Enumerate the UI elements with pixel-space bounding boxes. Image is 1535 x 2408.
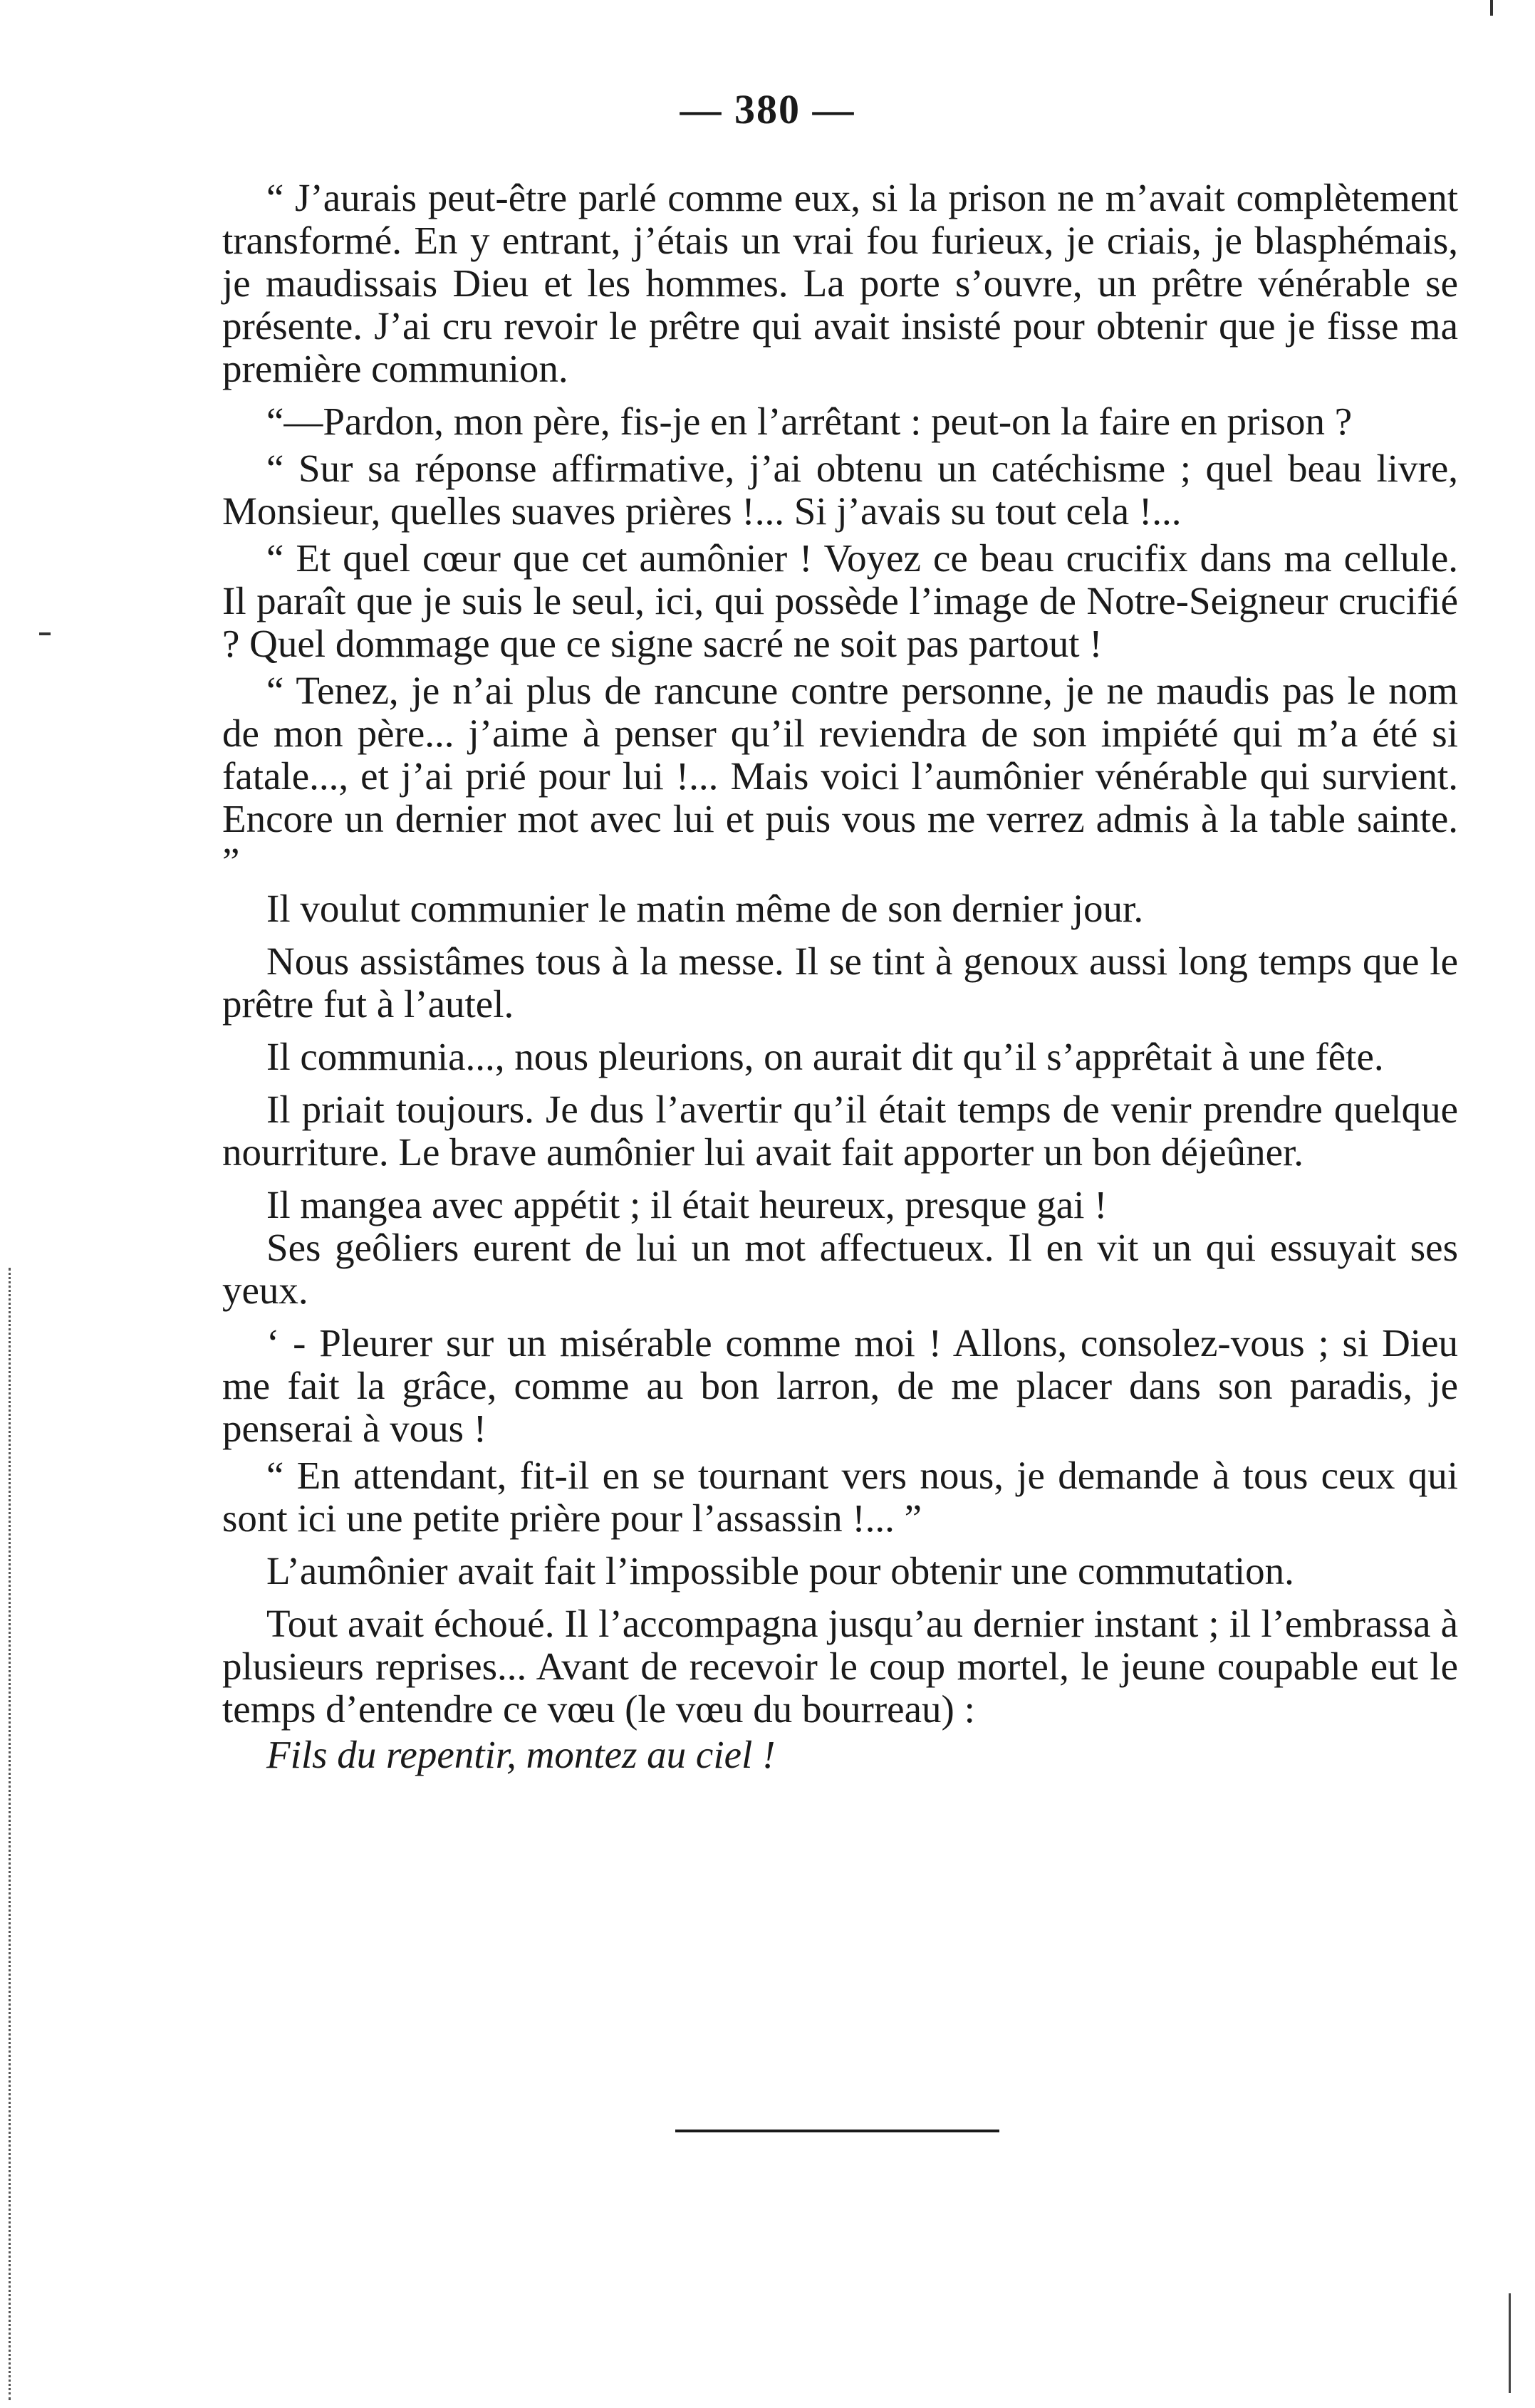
paragraph: L’aumônier avait fait l’impossible pour obtenir une commutation.	[266, 1549, 1294, 1593]
body-text	[222, 177, 1458, 1781]
paragraph: “ Et quel cœur que cet aumônier ! Voyez ce beau crucifix dans ma cellule. Il paraît que je suis le seul, ici, qui possède l’image de Notre-Seigneur crucifié ? Quel dommage que ce signe sacré ne soit pas partout !	[222, 536, 1458, 665]
paragraph: Il voulut communier le matin même de son dernier jour.	[266, 887, 1144, 930]
paragraph: “ J’aurais peut-être parlé comme eux, si la prison ne m’avait complètement transformé. En y entrant, j’étais un vrai fou furieux, je criais, je blasphémais, je maudissais Dieu et les hommes. La porte s’ouvre, un prêtre vénérable se présente. J’ai cru revoir le prêtre qui avait insisté pour obtenir que je fisse ma première communion.	[222, 176, 1458, 390]
scan-left-edge	[9, 1268, 11, 2400]
paragraph: Tout avait échoué. Il l’accompagna jusqu’au dernier instant ; il l’embrassa à plusieurs reprises... Avant de recevoir le coup mortel, le jeune coupable eut le temps d’entendre ce vœu (le vœu du bourreau) :	[222, 1602, 1458, 1731]
paragraph: Ses geôliers eurent de lui un mot affectueux. Il en vit un qui essuyait ses yeux.	[222, 1226, 1458, 1312]
paragraph: Nous assistâmes tous à la messe. Il se tint à genoux aussi long temps que le prêtre fut à l’autel.	[222, 939, 1458, 1026]
paragraph: Il mangea avec appétit ; il était heureux, presque gai !	[266, 1183, 1108, 1226]
paragraph: Il priait toujours. Je dus l’avertir qu’il était temps de venir prendre quelque nourriture. Le brave aumônier lui avait fait apporter un bon déjeûner.	[222, 1088, 1458, 1174]
section-end-rule	[675, 2130, 999, 2132]
paragraph: ‘ - Pleurer sur un misérable comme moi ! Allons, consolez-vous ; si Dieu me fait la grâce, comme au bon larron, de me placer dans son paradis, je penserai à vous !	[222, 1321, 1458, 1450]
paragraph: Il communia..., nous pleurions, on aurait dit qu’il s’apprêtait à une fête.	[266, 1035, 1384, 1078]
closing-line: Fils du repentir, montez au ciel !	[266, 1733, 776, 1776]
margin-dash-mark	[39, 632, 51, 635]
paragraph: “ Tenez, je n’ai plus de rancune contre personne, je ne maudis pas le nom de mon père... j’aime à penser qu’il reviendra de son impiété qui m’a été si fatale..., et j’ai prié pour lui !... Mais voici l’aumônier vénérable qui survient. Encore un dernier mot avec lui et puis vous me verrez admis à la table sainte. ”	[222, 669, 1458, 883]
paragraph: “ En attendant, fit-il en se tournant vers nous, je demande à tous ceux qui sont ici une petite prière pour l’assassin !... ”	[222, 1454, 1458, 1540]
scan-right-edge	[1509, 2293, 1511, 2393]
paragraph: “ Sur sa réponse affirmative, j’ai obtenu un catéchisme ; quel beau livre, Monsieur, quelles suaves prières !... Si j’avais su tout cela !...	[222, 447, 1458, 533]
paragraph: “—Pardon, mon père, fis-je en l’arrêtant : peut-on la faire en prison ?	[266, 400, 1353, 443]
page-number: — 380 —	[680, 86, 855, 132]
scan-mark	[1490, 0, 1493, 16]
